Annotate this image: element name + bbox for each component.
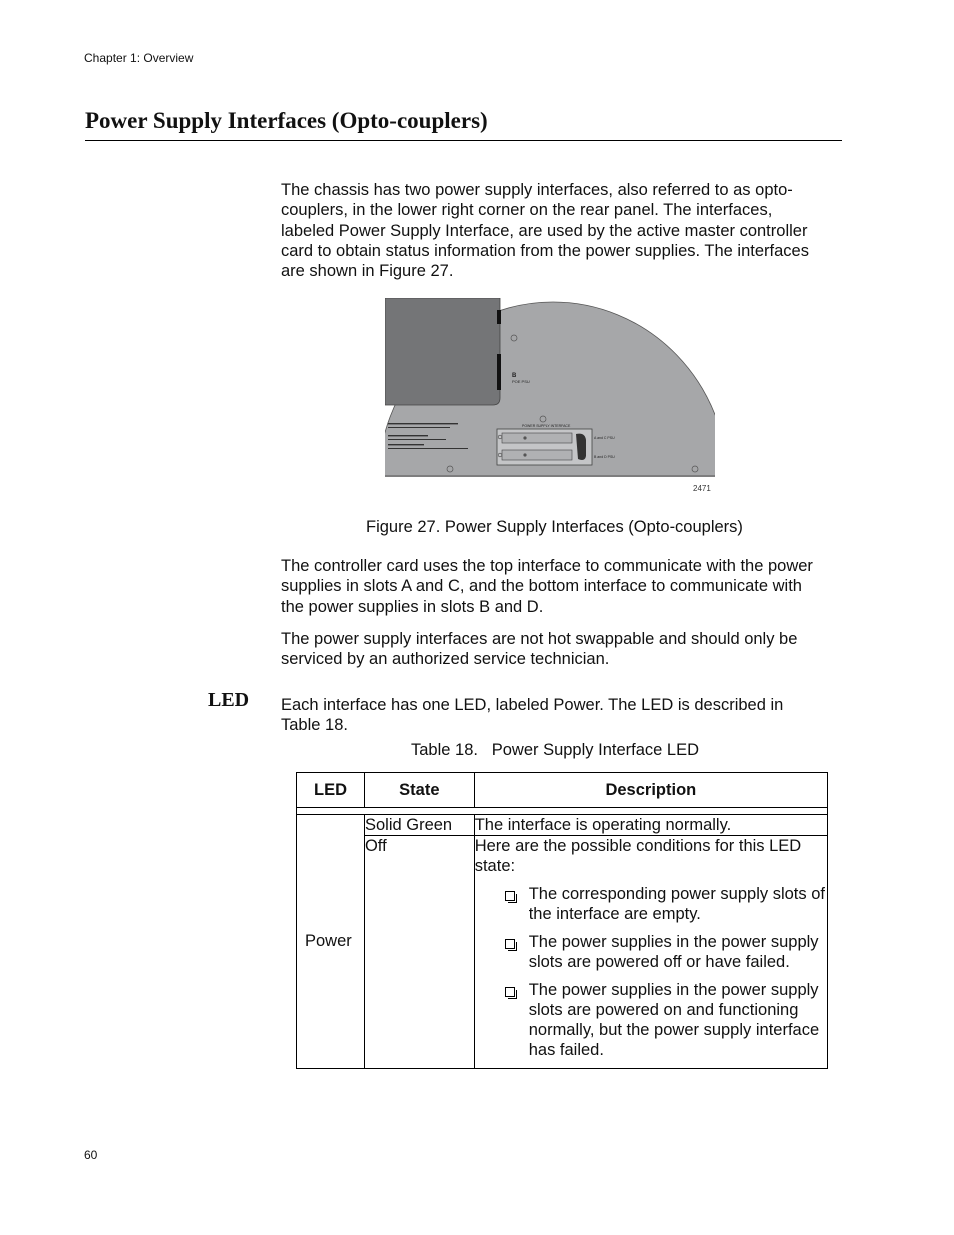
intro-line: couplers, in the lower right corner on the rear panel. The interfaces, [281,201,773,220]
paragraph-line: supplies in slots A and C, and the bottom interface to communicate with [281,577,802,596]
led-icon [523,436,526,439]
table-row [297,836,828,1069]
table-caption: Table 18. Power Supply Interface LED [411,741,699,759]
bullet-text: The corresponding power supply slots of the interface are empty. [528,885,825,923]
description-text: Here are the possible conditions for this LED state: [474,837,802,875]
state-cell: Solid Green [364,815,474,836]
description-cell [474,836,827,1069]
interface-port-top [502,433,572,443]
description-cell: The interface is operating normally. [474,815,827,836]
paragraph-line: the power supplies in slots B and D. [281,597,544,616]
checkbox-bullet-icon [505,891,515,901]
intro-line: card to obtain status information from the power supplies. The interfaces [281,241,809,260]
paragraph-line: The power supply interfaces are not hot swappable and should only be [281,630,798,648]
table-row [297,815,828,836]
led-table [296,772,828,1069]
slot-sub-label: POE PSU [512,379,530,384]
header-gap [297,808,828,815]
bullet-text: The power supplies in the power supply slots are powered on and functioning normally, but the power supply interface has failed. [528,981,820,1059]
port-a-label: A and C PSU [594,436,615,440]
header-description: Description [474,773,827,808]
paragraph-line: Table 18. [281,716,348,735]
section-title: Power Supply Interfaces (Opto-couplers) [85,108,488,133]
led-paragraph [281,695,841,736]
led-name-cell: Power [297,815,365,1069]
intro-line: are shown in Figure 27. [281,262,454,281]
interface-panel-label: POWER SUPPLY INTERFACE [522,424,571,428]
checkbox-bullet-icon [505,939,515,949]
controller-paragraph [281,556,841,617]
intro-line: labeled Power Supply Interface, are used by the active master controller [281,221,808,240]
rear-panel-figure [385,298,730,498]
header-led: LED [297,773,365,808]
hot-swap-paragraph [281,629,841,670]
paragraph-line: Each interface has one LED, labeled Power. The LED is described in [281,696,784,714]
table-header-row [297,773,828,808]
header-state: State [364,773,474,808]
list-item [505,980,827,1060]
paragraph-line: serviced by an authorized service technician. [281,650,610,669]
figure-caption: Figure 27. Power Supply Interfaces (Opto-couplers) [366,518,743,536]
interface-port-bottom [502,450,572,460]
intro-line: The chassis has two power supply interfaces, also referred to as opto- [281,181,793,199]
list-item [505,884,827,924]
port-b-label: B and D PSU [594,455,615,459]
chapter-header: Chapter 1: Overview [84,51,194,65]
led-icon [523,453,526,456]
list-item [505,932,827,972]
bullet-text: The power supplies in the power supply slots are powered off or have failed. [528,933,819,971]
figure-number: 2471 [693,484,711,493]
page-number: 60 [84,1148,98,1162]
slot-label: B [512,373,517,379]
intro-paragraph [281,180,841,281]
paragraph-line: The controller card uses the top interface to communicate with the power [281,557,813,575]
checkbox-bullet-icon [505,987,515,997]
title-rule [85,140,842,141]
led-side-heading: LED [208,689,250,711]
state-cell: Off [364,836,474,1069]
psu-bay [385,298,500,405]
